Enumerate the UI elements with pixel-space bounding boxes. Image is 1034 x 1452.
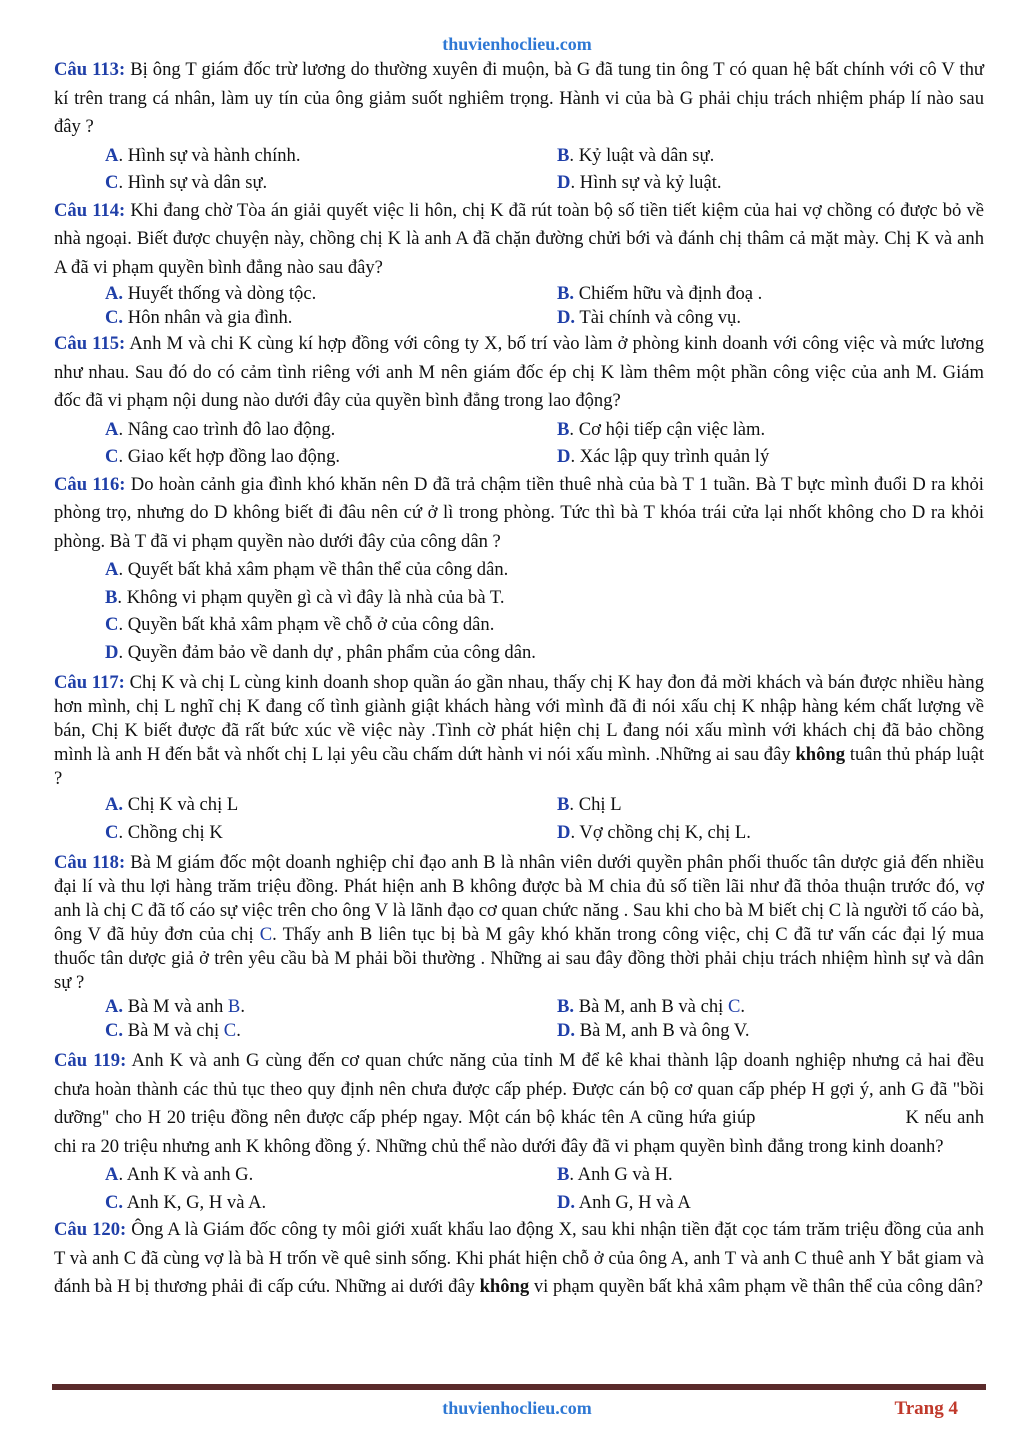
question-text-end: . Thấy anh B liên tục bị bà M gây khó khăn trong công việc, chị C đã tư vấn các đại lý mua thuốc tân dược giả ở trên yêu cầu bà M phải bồi thường . Những ai sau đây đồng thời phải chịu trách nhiệm hình sự và dân sự ? <box>54 924 984 993</box>
option-highlight: C <box>727 996 741 1017</box>
option-b[interactable] <box>557 282 1009 306</box>
question-label: Câu 119: <box>54 1050 127 1071</box>
option-b[interactable] <box>557 142 1009 170</box>
footer-divider <box>52 1384 986 1390</box>
option-b[interactable] <box>557 995 1009 1019</box>
option-d[interactable] <box>557 443 1009 471</box>
option-sep: . <box>118 172 124 193</box>
question-label: Câu 117: <box>54 672 125 693</box>
options-119 <box>54 1161 984 1216</box>
options-118 <box>54 995 984 1043</box>
option-letter: D. <box>557 1020 576 1041</box>
option-letter: A <box>105 559 119 580</box>
option-c[interactable] <box>105 169 557 197</box>
option-text: Cơ hội tiếp cận việc làm. <box>574 418 766 440</box>
option-letter: A <box>105 1164 119 1185</box>
question-114 <box>54 197 984 283</box>
question-label: Câu 118: <box>54 852 126 873</box>
option-text: Nâng cao trình đô lao động. <box>123 418 336 440</box>
option-tail: . <box>236 1020 241 1041</box>
option-letter: A. <box>105 283 124 304</box>
site-footer: thuvienhoclieu.com <box>442 1398 592 1418</box>
option-sep: . <box>118 418 124 440</box>
question-117 <box>54 671 984 791</box>
question-113 <box>54 56 984 142</box>
option-a[interactable] <box>105 416 557 444</box>
question-label: Câu 114: <box>54 199 126 221</box>
option-text: Anh G và H. <box>574 1164 673 1185</box>
option-letter: C. <box>105 1020 124 1041</box>
option-c[interactable] <box>105 443 557 471</box>
option-d[interactable] <box>557 1019 1009 1043</box>
option-letter: C <box>105 614 119 635</box>
option-text: Anh G, H và A <box>575 1191 691 1213</box>
option-sep: . <box>570 172 576 193</box>
option-a[interactable] <box>105 1161 557 1189</box>
question-text: Khi đang chờ Tòa án giải quyết việc li hôn, chị K đã rút toàn bộ số tiền tiết kiệm của hai vợ chồng có được bỏ về nhà ngoại. Biết được chuyện này, chồng chị K là anh A đã chặn đường chửi bới và đánh chị thâm cả mặt mày. Chị K và anh A đã vi phạm quyền bình đẳng nào sau đây? <box>54 199 984 278</box>
option-c[interactable] <box>105 1189 557 1217</box>
option-text: Chiếm hữu và định đoạ . <box>574 283 763 304</box>
option-text: Huyết thống và dòng tộc. <box>123 283 317 304</box>
option-text: Anh K và anh G. <box>123 1164 254 1185</box>
option-highlight: C <box>223 1020 237 1041</box>
option-letter: D <box>557 821 571 843</box>
question-text: Anh K và anh G cùng đến cơ quan chức năng của tỉnh M để kê khai thành lập doanh nghiệp nhưng cả hai đều chưa hoàn thành các thủ tục theo quy định nên chưa được cấp phép. Được cán bộ cơ quan cấp phép H gợi ý, anh G đã "bồi dưỡng" cho H 20 triệu đồng nên được cấp phép ngay. Một cán bộ khác tên A cũng hứa giúp <box>54 1050 985 1128</box>
option-sep: . <box>569 794 575 815</box>
question-text: Do hoàn cảnh gia đình khó khăn nên D đã trả chậm tiền thuê nhà của bà T 1 tuần. Bà T bực mình đuổi D ra khỏi phòng trọ, nhưng do D không biết đi đâu nên cứ ở lì trong phòng. Tức thì bà T khóa trái cửa lại nhốt không cho D ra khỏi phòng. Bà T đã vi phạm quyền nào dưới đây của công dân ? <box>54 473 984 552</box>
option-a[interactable] <box>105 142 557 170</box>
option-text: Xác lập quy trình quản lý <box>575 446 770 467</box>
option-d[interactable] <box>557 306 1009 330</box>
option-letter: B <box>557 418 570 440</box>
question-text: Ông A là Giám đốc công ty môi giới xuất khẩu lao động X, sau khi nhận tiền đặt cọc tám trăm triệu đồng của anh T và anh C đã cùng vợ là bà H trốn về quê sinh sống. Khi phát hiện chỗ ở của ông A, anh T và anh C thuê anh Y bắt giam và đánh bà H bị thương phải đi cấp cứu. Những ai dưới đây <box>54 1219 985 1297</box>
option-sep: . <box>569 144 575 166</box>
question-text-end: vi phạm quyền bất khả xâm phạm về thân thể của công dân? <box>529 1276 984 1297</box>
option-letter: D. <box>557 1191 576 1213</box>
option-letter: D <box>557 446 571 467</box>
options-115 <box>54 416 984 471</box>
option-text: Chị L <box>574 794 622 815</box>
option-letter: A. <box>105 794 124 815</box>
option-letter: C <box>105 446 119 467</box>
question-text: Chị K và chị L cùng kinh doanh shop quần áo gần nhau, thấy chị K hay đon đả mời khách và bán được nhiều hàng hơn mình, chị L nghĩ chị K đang cố tình giành giật khách hàng với mình đã đi nói xấu chị K nhập hàng kém chất lượng về bán, Chị K biết được đã rất bức xúc về việc này .Tình cờ phát hiện chị L đang nói xấu mình với khách chị đã bảo chồng mình là anh H đến bắt và nhốt chị L lại yêu cầu chấm dứt hành vi nói xấu mình. .Những ai sau đây <box>54 672 984 765</box>
question-119 <box>54 1047 984 1161</box>
option-letter: A. <box>105 996 124 1017</box>
option-d[interactable] <box>105 639 985 667</box>
option-text: Giao kết hợp đồng lao động. <box>123 446 341 467</box>
option-text: Bà M, anh B và chị <box>574 996 728 1017</box>
option-sep: . <box>118 614 124 635</box>
option-text: Chị K và chị L <box>123 794 239 815</box>
options-116 <box>54 556 984 666</box>
option-sep: . <box>118 144 124 166</box>
option-sep: . <box>118 1164 124 1185</box>
option-highlight: B <box>227 996 241 1017</box>
page-number: Trang 4 <box>894 1398 958 1419</box>
option-text: Hình sự và dân sự. <box>123 172 268 193</box>
option-a[interactable] <box>105 995 557 1019</box>
question-highlight: C <box>259 924 273 945</box>
option-c[interactable] <box>105 611 985 639</box>
option-a[interactable] <box>105 282 557 306</box>
question-emphasis: không <box>479 1276 530 1297</box>
option-b[interactable] <box>557 791 1009 819</box>
option-text: Quyền bất khả xâm phạm về chỗ ở của công dân. <box>123 614 495 635</box>
option-sep: . <box>117 586 123 608</box>
option-a[interactable] <box>105 556 985 584</box>
option-tail: . <box>740 996 746 1017</box>
option-text: Bà M và chị <box>123 1020 224 1041</box>
question-text: Anh M và chi K cùng kí hợp đồng với công ty X, bố trí vào làm ở phòng kinh doanh với công việc và mức lương như nhau. Sau đó do có cảm tình riêng với anh M nên giám đốc ép chị K làm thêm một phần công việc của anh M. Giám đốc đã vi phạm nội dung nào dưới đây của quyền bình đẳng trong lao động? <box>54 333 984 411</box>
option-b[interactable] <box>557 416 1009 444</box>
option-letter: B <box>557 1164 570 1185</box>
option-letter: B. <box>557 283 575 304</box>
option-sep: . <box>118 446 124 467</box>
question-120 <box>54 1216 984 1302</box>
options-113 <box>54 142 984 197</box>
option-letter: C. <box>105 1191 124 1213</box>
question-116 <box>54 471 984 557</box>
option-sep: . <box>118 559 124 580</box>
option-letter: A <box>105 144 119 166</box>
option-c[interactable] <box>105 306 557 330</box>
option-text: Không vi phạm quyền gì cà vì đây là nhà của bà T. <box>122 586 505 608</box>
option-c[interactable] <box>105 819 557 847</box>
option-sep: . <box>569 1164 575 1185</box>
option-letter: D. <box>557 307 576 328</box>
option-tail: . <box>240 996 245 1017</box>
option-letter: B <box>557 794 570 815</box>
question-text: Bị ông T giám đốc trừ lương do thường xuyên đi muộn, bà G đã tung tin ông T có quan hệ bất chính với cô V thư kí trên trang cá nhân, làm uy tín của ông giảm suốt nghiêm trọng. Hành vi của bà G phải chịu trách nhiệm pháp lí nào sau đây ? <box>54 59 984 137</box>
question-label: Câu 120: <box>54 1219 127 1240</box>
option-text: Bà M, anh B và ông V. <box>575 1020 750 1041</box>
question-118 <box>54 851 984 995</box>
option-sep: . <box>569 418 575 440</box>
option-b[interactable] <box>557 1161 1009 1189</box>
question-text-end: tuân thủ pháp luật ? <box>54 744 984 789</box>
option-text: Tài chính và công vụ. <box>575 307 742 328</box>
option-text: Kỷ luật và dân sự. <box>574 144 715 166</box>
option-sep: . <box>570 821 576 843</box>
option-text: Bà M và anh <box>123 996 228 1017</box>
question-text-end: K nếu anh chi ra 20 triệu nhưng anh K không đồng ý. Những chủ thể nào dưới đây đã vi phạm quyền bình đẳng trong kinh doanh? <box>54 1107 984 1157</box>
option-letter: A <box>105 418 119 440</box>
option-sep: . <box>118 641 124 663</box>
option-letter: C. <box>105 307 124 328</box>
site-header: thuvienhoclieu.com <box>442 34 592 54</box>
option-text: Hình sự và hành chính. <box>123 144 301 166</box>
question-label: Câu 115: <box>54 333 126 354</box>
option-d[interactable] <box>557 169 1009 197</box>
option-letter: C <box>105 172 119 193</box>
option-letter: B <box>557 144 570 166</box>
question-text: Bà M giám đốc một doanh nghiệp chỉ đạo anh B là nhân viên dưới quyền phân phối thuốc tân dược giả đến nhiều đại lí và thu lợi hàng trăm triệu đồng. Phát hiện anh B không được bà M chia đủ số tiền lãi như đã thỏa thuận trước đó, vợ anh là chị C đã tố cáo sự việc trên cho ông V là lãnh đạo cơ quan chức năng . Sau khi cho bà M biết chị C là người tố cáo bà, ông V đã hủy đơn của chị <box>54 852 984 945</box>
option-letter: D <box>557 172 571 193</box>
option-sep: . <box>118 821 124 843</box>
option-text: Hôn nhân và gia đình. <box>123 307 293 328</box>
option-text: Anh K, G, H và A. <box>123 1191 267 1213</box>
option-c[interactable] <box>105 1019 557 1043</box>
option-letter: B. <box>557 996 575 1017</box>
option-text: Quyền đảm bảo về danh dự , phân phẩm của công dân. <box>123 641 536 663</box>
option-letter: B <box>105 586 118 608</box>
option-letter: C <box>105 821 119 843</box>
question-115 <box>54 330 984 416</box>
option-text: Chồng chị K <box>123 821 223 843</box>
options-117 <box>54 791 984 846</box>
question-emphasis: không <box>795 744 846 765</box>
question-label: Câu 113: <box>54 59 126 80</box>
options-114 <box>54 282 984 330</box>
option-a[interactable] <box>105 791 557 819</box>
option-text: Quyết bất khả xâm phạm về thân thể của công dân. <box>123 559 509 580</box>
option-d[interactable] <box>557 819 1009 847</box>
option-text: Vợ chồng chị K, chị L. <box>575 821 751 843</box>
option-text: Hình sự và kỷ luật. <box>575 172 722 193</box>
option-letter: D <box>105 641 119 663</box>
option-d[interactable] <box>557 1189 1009 1217</box>
question-label: Câu 116: <box>54 473 126 495</box>
option-sep: . <box>570 446 576 467</box>
question-list <box>54 56 984 1302</box>
option-b[interactable] <box>105 584 985 612</box>
